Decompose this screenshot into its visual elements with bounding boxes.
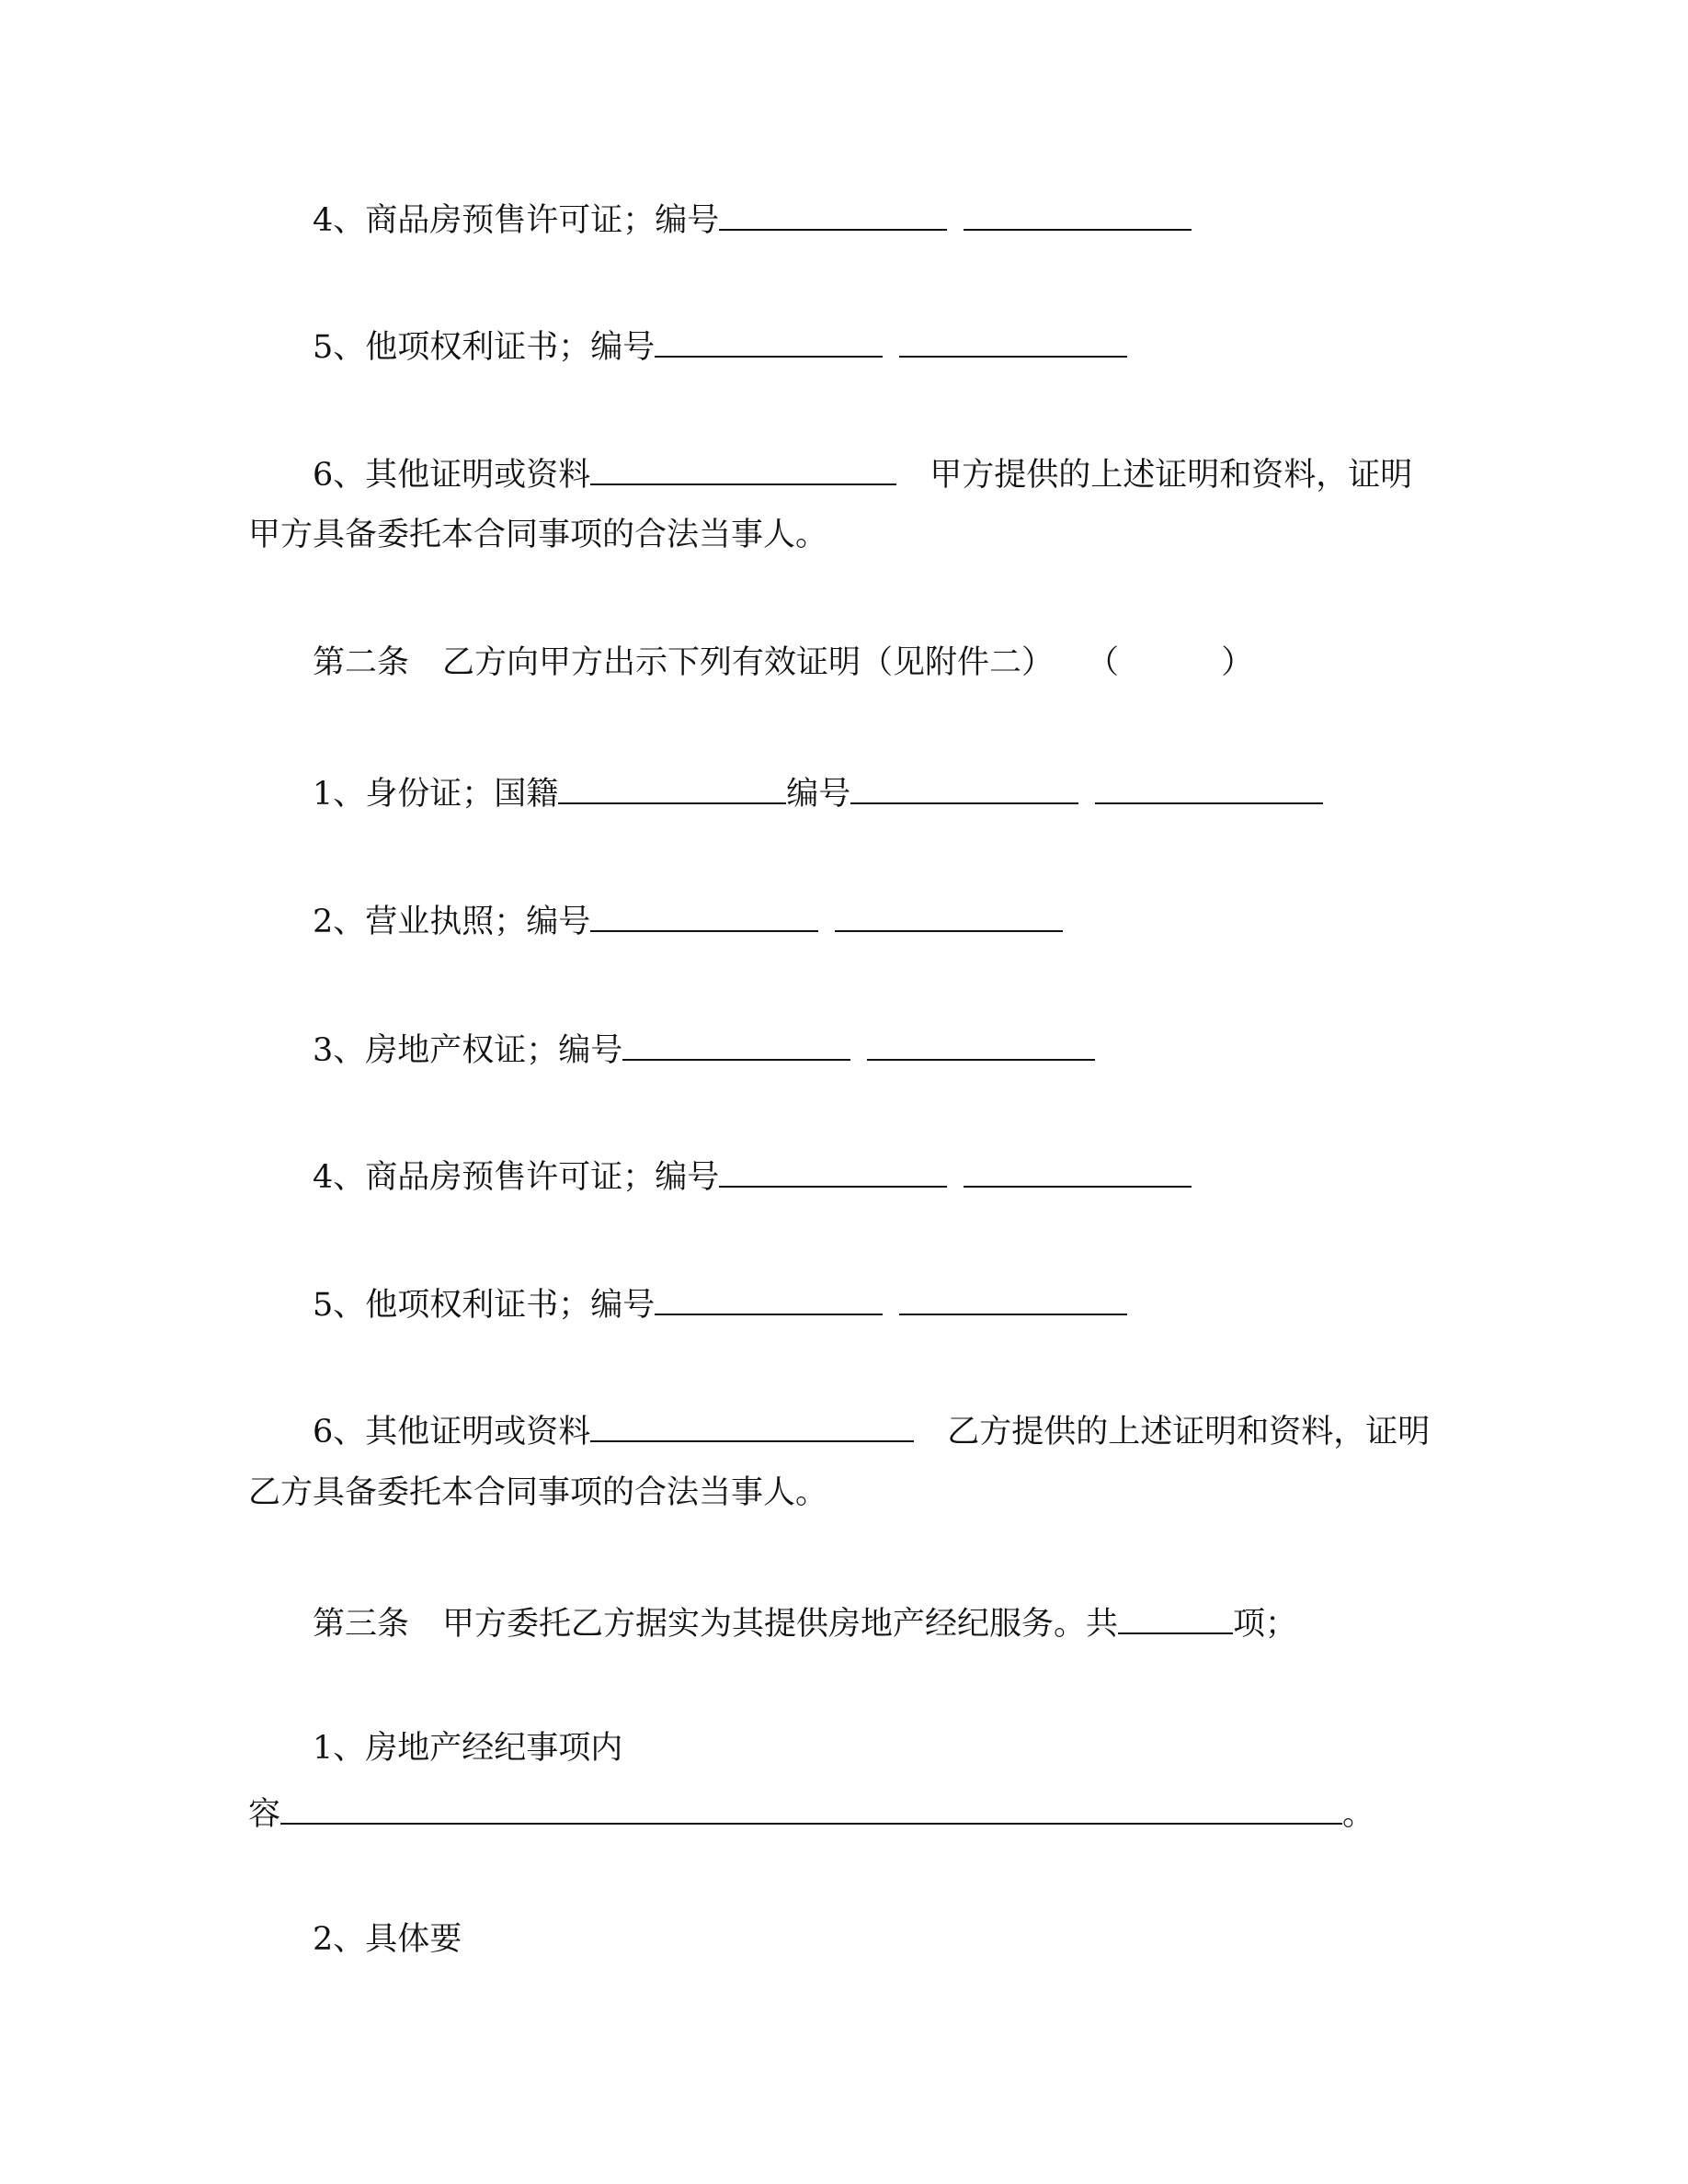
blank-field[interactable]	[964, 198, 1192, 231]
b-item3	[313, 1028, 1095, 1071]
blank-field[interactable]	[867, 1028, 1095, 1061]
label: 5、他项权利证书；编号	[313, 329, 656, 366]
blank-field[interactable]	[558, 771, 786, 804]
blank-field[interactable]	[719, 198, 947, 231]
blank-field[interactable]	[850, 771, 1078, 804]
article-label: 第三条	[313, 1606, 410, 1643]
c-item1: 1、房地产经纪事项内	[313, 1730, 623, 1767]
b-item2	[313, 899, 1063, 942]
blank-field[interactable]	[590, 452, 896, 485]
paren-blank[interactable]: （ ）	[1087, 644, 1254, 681]
text: 项；	[1233, 1606, 1298, 1643]
label: 3、房地产权证；编号	[313, 1032, 623, 1069]
text: 乙方向甲方出示下列有效证明（见附件二）	[442, 644, 1055, 681]
blank-field[interactable]	[899, 1282, 1127, 1315]
article2-heading	[313, 643, 1253, 683]
blank-field[interactable]	[835, 899, 1063, 932]
text: 乙方提供的上述证明和资料，证明	[947, 1414, 1431, 1450]
text: 。	[1342, 1796, 1375, 1833]
blank-field[interactable]	[655, 1282, 883, 1315]
b-item6	[313, 1409, 1430, 1452]
label: 4、商品房预售许可证；编号	[313, 1159, 720, 1196]
b-item6-cont: 乙方具备委托本合同事项的合法当事人。	[248, 1474, 828, 1511]
blank-field[interactable]	[590, 1409, 914, 1442]
text: 甲方提供的上述证明和资料，证明	[930, 457, 1413, 494]
label: 2、营业执照；编号	[313, 904, 591, 940]
blank-field[interactable]	[719, 1155, 947, 1188]
b-item5	[313, 1282, 1127, 1325]
label: 6、其他证明或资料	[313, 1414, 591, 1450]
text: 甲方委托乙方据实为其提供房地产经纪服务。共	[442, 1606, 1119, 1643]
c-item2: 2、具体要	[313, 1921, 462, 1958]
c-item1-cont	[248, 1792, 1374, 1835]
label: 编号	[786, 776, 851, 813]
blank-field[interactable]	[899, 324, 1127, 358]
article-label: 第二条	[313, 644, 410, 681]
a-item5	[313, 324, 1127, 368]
a-item6-cont: 甲方具备委托本合同事项的合法当事人。	[248, 517, 828, 553]
article3-heading	[313, 1601, 1297, 1644]
b-item4	[313, 1155, 1192, 1198]
blank-field[interactable]	[1118, 1601, 1233, 1634]
label: 4、商品房预售许可证；编号	[313, 202, 720, 239]
b-item1	[313, 771, 1323, 814]
blank-field[interactable]	[280, 1792, 1342, 1825]
blank-field[interactable]	[622, 1028, 850, 1061]
blank-field[interactable]	[1095, 771, 1323, 804]
label: 6、其他证明或资料	[313, 457, 591, 494]
text: 容	[248, 1796, 281, 1833]
a-item4	[313, 198, 1192, 241]
a-item6	[313, 452, 1412, 495]
blank-field[interactable]	[590, 899, 818, 932]
label: 5、他项权利证书；编号	[313, 1287, 656, 1324]
blank-field[interactable]	[964, 1155, 1192, 1188]
blank-field[interactable]	[655, 324, 883, 358]
label: 1、身份证；国籍	[313, 776, 559, 813]
